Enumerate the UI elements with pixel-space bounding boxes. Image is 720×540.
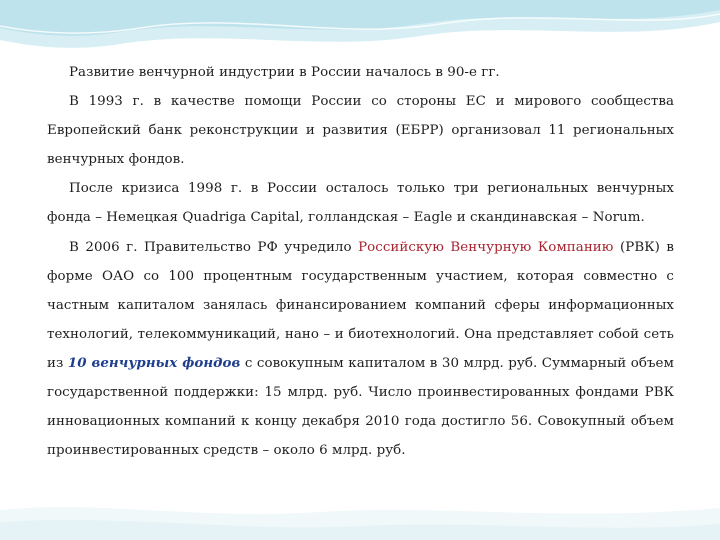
paragraph-4-middle: (РВК) в форме ОАО со 100 процентным государственным участием, которая совместно с частным капиталом занялась финансированием компаний сферы информационных технологий, телекоммуникаций, нано – и биотехнологий. Она представляет собой сеть из (47, 239, 674, 371)
text-body (47, 58, 674, 465)
paragraph-4-start: В 2006 г. Правительство РФ учредило (69, 239, 359, 255)
paragraph-3: После кризиса 1998 г. в России осталось только три региональных венчурных фонда – Немецкая Quadriga Capital, голландская – Eagle и скандинавская – Norum. (47, 181, 674, 226)
paragraph-1: Развитие венчурной индустрии в России началось в 90-е гг. (69, 65, 500, 80)
bottom-wave-decoration (0, 470, 720, 540)
funds-highlight: 10 венчурных фондов (67, 354, 241, 371)
paragraph-4-end: с совокупным капиталом в 30 млрд. руб. Суммарный объем государственной поддержки: 15 млрд. руб. Число проинвестированных фондами РВК инновационных компаний к концу декабря 2010 года достигло 56. Совокупный объем проинвестированных средств – около 6 млрд. руб. (47, 355, 674, 459)
paragraph-2: В 1993 г. в качестве помощи России со стороны ЕС и мирового сообщества Европейский банк реконструкции и развития (ЕБРР) организовал 11 региональных венчурных фондов. (47, 94, 674, 168)
top-wave-decoration (0, 0, 720, 60)
paragraph-4 (47, 233, 674, 466)
rvk-link[interactable]: Российскую Венчурную Компанию (358, 239, 614, 255)
